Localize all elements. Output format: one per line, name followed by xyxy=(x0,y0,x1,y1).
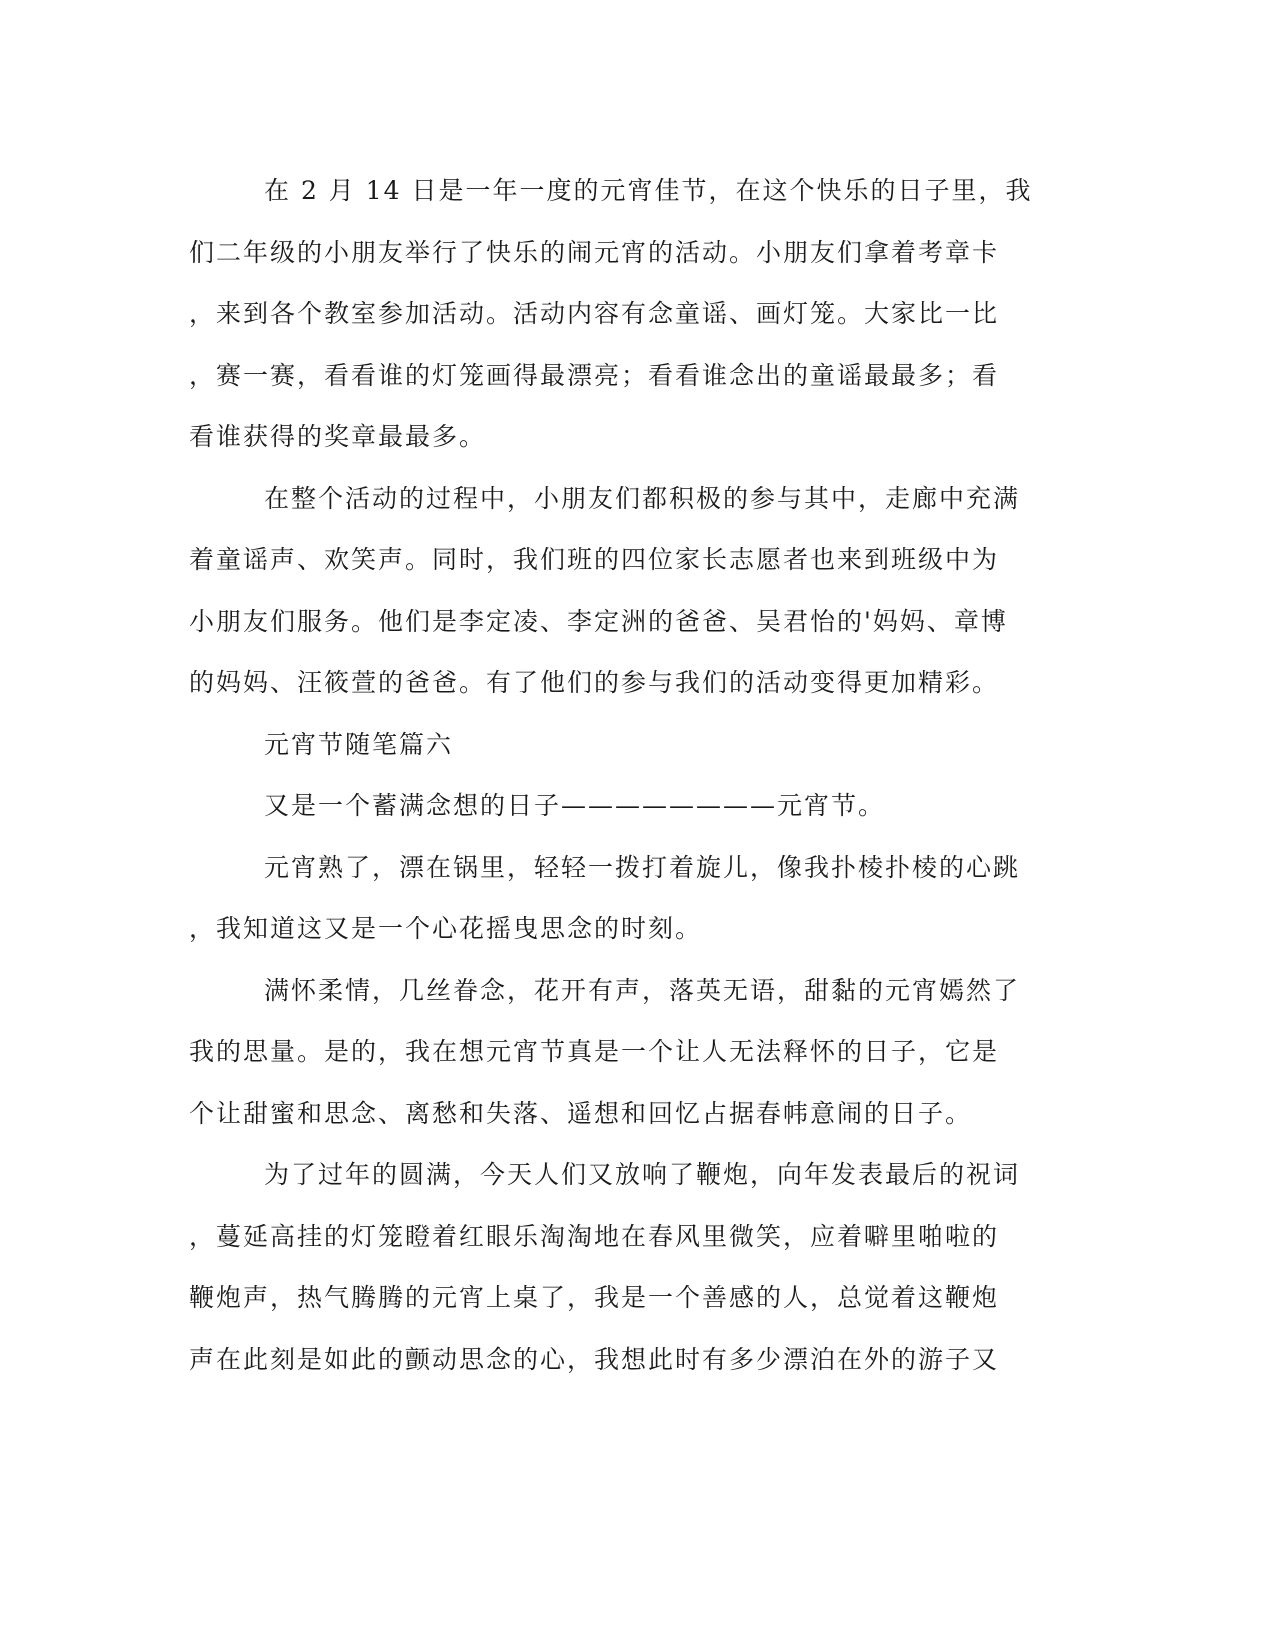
document-body xyxy=(189,160,1069,1390)
paragraph-line: ，赛一赛，看看谁的灯笼画得最漂亮；看看谁念出的童谣最最多；看 xyxy=(189,360,1000,390)
paragraph-line: ，蔓延高挂的灯笼瞪着红眼乐淘淘地在春风里微笑，应着噼里啪啦的 xyxy=(189,1221,1000,1251)
paragraph-line: 们二年级的小朋友举行了快乐的闹元宵的活动。小朋友们拿着考章卡 xyxy=(189,237,1000,267)
paragraph-line: 声在此刻是如此的颤动思念的心，我想此时有多少漂泊在外的游子又 xyxy=(189,1344,1000,1374)
paragraph-line: 鞭炮声，热气腾腾的元宵上桌了，我是一个善感的人，总觉着这鞭炮 xyxy=(189,1283,1000,1312)
paragraph-line: 小朋友们服务。他们是李定凌、李定洲的爸爸、吴君怡的'妈妈、章博 xyxy=(189,606,1008,636)
paragraph-line: ，我知道这又是一个心花摇曳思念的时刻。 xyxy=(189,914,703,943)
paragraph-line: 我的思量。是的，我在想元宵节真是一个让人无法释怀的日子，它是 xyxy=(189,1037,1000,1066)
paragraph-line: 又是一个蓄满念想的日子————————元宵节。 xyxy=(264,791,886,820)
paragraph-line: 看谁获得的奖章最最多。 xyxy=(189,422,487,451)
paragraph-line: 在 2 月 14 日是一年一度的元宵佳节，在这个快乐的日子里，我 xyxy=(264,176,1033,205)
section-heading: 元宵节随笔篇六 xyxy=(264,729,454,759)
paragraph-line: 着童谣声、欢笑声。同时，我们班的四位家长志愿者也来到班级中为 xyxy=(189,545,1000,574)
paragraph-line: ，来到各个教室参加活动。活动内容有念童谣、画灯笼。大家比一比 xyxy=(189,299,1000,328)
paragraph-line: 个让甜蜜和思念、离愁和失落、遥想和回忆占据春帏意闹的日子。 xyxy=(189,1098,973,1128)
paragraph-line: 元宵熟了，漂在锅里，轻轻一拨打着旋儿，像我扑棱扑棱的心跳 xyxy=(264,852,1021,882)
paragraph-line: 在整个活动的过程中，小朋友们都积极的参与其中，走廊中充满 xyxy=(264,483,1021,513)
paragraph-line: 为了过年的圆满，今天人们又放响了鞭炮，向年发表最后的祝词 xyxy=(264,1160,1021,1189)
paragraph-line: 满怀柔情，几丝眷念，花开有声，落英无语，甜黏的元宵嫣然了 xyxy=(264,975,1021,1005)
paragraph-line: 的妈妈、汪筱萱的爸爸。有了他们的参与我们的活动变得更加精彩。 xyxy=(189,668,1000,697)
